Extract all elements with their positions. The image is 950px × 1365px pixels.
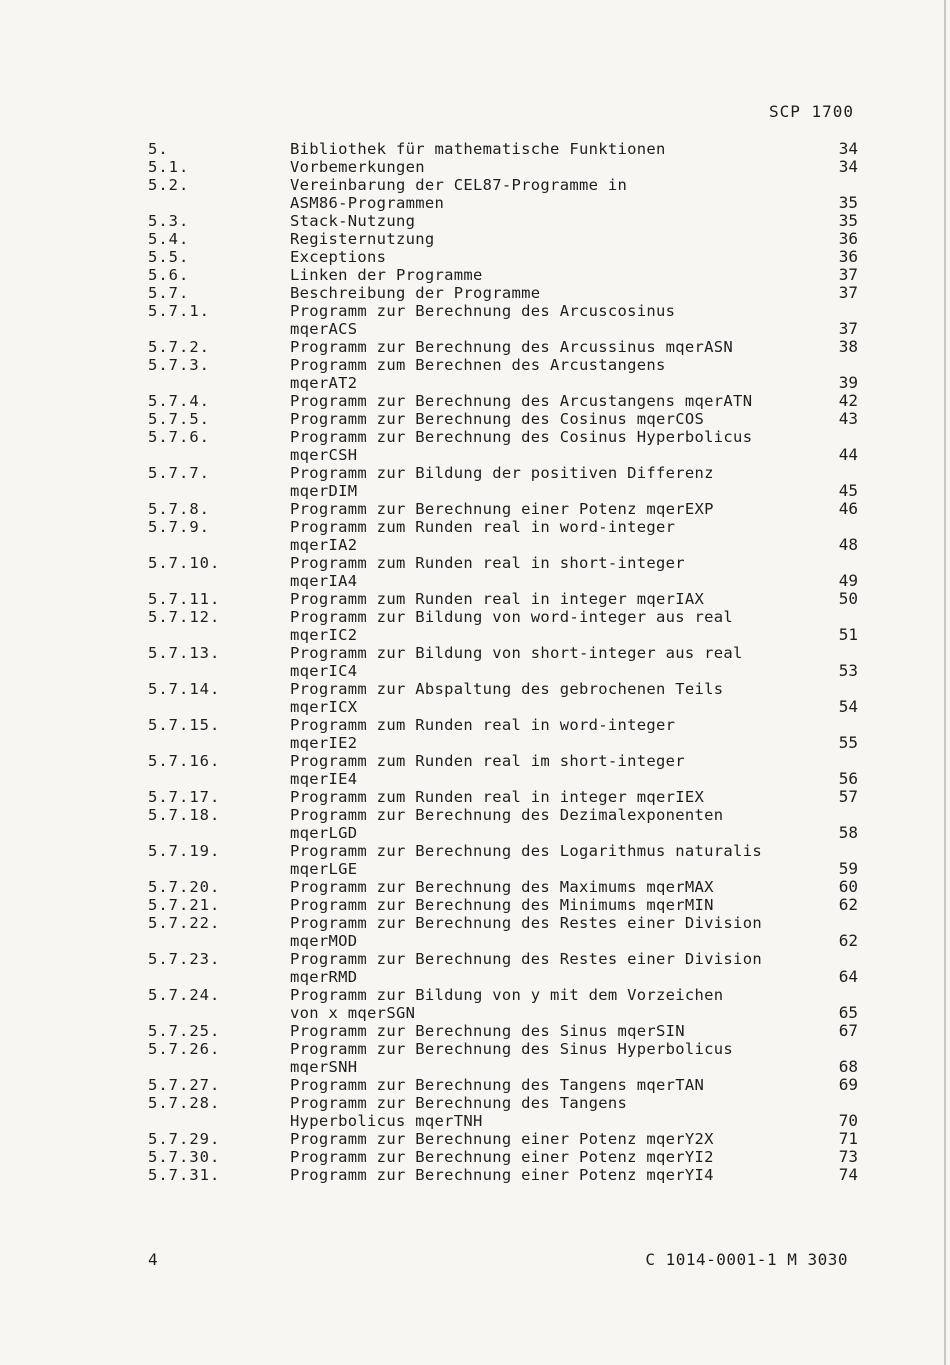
section-number: 5.7.7. xyxy=(148,464,210,482)
section-title: Vereinbarung der CEL87-Programme in xyxy=(290,176,628,194)
page-ref: 59 xyxy=(838,859,858,878)
section-title: Programm zur Abspaltung des gebrochenen Teils xyxy=(290,680,724,698)
toc-entry xyxy=(148,356,858,392)
page-ref: 57 xyxy=(838,787,858,806)
section-title: Programm zum Runden real in integer mqerIEX xyxy=(290,788,705,806)
toc-entry xyxy=(148,1130,858,1148)
section-title: mqerRMD xyxy=(290,968,358,986)
toc-entry-row xyxy=(148,950,858,968)
toc-entry xyxy=(148,302,858,338)
toc-entry-row xyxy=(148,1004,858,1022)
page-ref: 39 xyxy=(838,373,858,392)
page-ref: 37 xyxy=(838,319,858,338)
page-ref: 69 xyxy=(838,1075,858,1094)
page-ref: 43 xyxy=(838,409,858,428)
toc-entry-row xyxy=(148,176,858,194)
toc-entry-row xyxy=(148,410,858,428)
section-title: Bibliothek für mathematische Funktionen xyxy=(290,140,666,158)
section-title: Programm zur Berechnung des Tangens xyxy=(290,1094,628,1112)
section-title: Programm zur Bildung der positiven Differenz xyxy=(290,464,714,482)
section-number: 5.7.30. xyxy=(148,1148,221,1166)
section-title: Programm zum Runden real in word-integer xyxy=(290,518,676,536)
toc-entry-row xyxy=(148,770,858,788)
section-title: mqerIC2 xyxy=(290,626,358,644)
page-ref: 35 xyxy=(838,211,858,230)
section-title: Programm zur Berechnung des Arcussinus mqerASN xyxy=(290,338,734,356)
toc-entry xyxy=(148,410,858,428)
toc-entry-row xyxy=(148,338,858,356)
toc-entry xyxy=(148,878,858,896)
toc-entry xyxy=(148,1022,858,1040)
section-title: Programm zur Berechnung des Restes einer Division xyxy=(290,950,762,968)
page-ref: 37 xyxy=(838,265,858,284)
toc-entry xyxy=(148,680,858,716)
toc-entry-row xyxy=(148,878,858,896)
section-number: 5.7.16. xyxy=(148,752,221,770)
page-ref: 64 xyxy=(838,967,858,986)
section-number: 5.7.14. xyxy=(148,680,221,698)
toc-entry-row xyxy=(148,698,858,716)
section-number: 5.7.20. xyxy=(148,878,221,896)
section-title: Programm zur Berechnung des Restes einer Division xyxy=(290,914,762,932)
toc-entry-row xyxy=(148,590,858,608)
toc-entry-row xyxy=(148,824,858,842)
toc-entry xyxy=(148,1076,858,1094)
section-title: Vorbemerkungen xyxy=(290,158,425,176)
toc-entry xyxy=(148,896,858,914)
section-title: Stack-Nutzung xyxy=(290,212,416,230)
section-number: 5.7.4. xyxy=(148,392,210,410)
toc-entry-row xyxy=(148,734,858,752)
toc-entry-row xyxy=(148,212,858,230)
section-number: 5.7. xyxy=(148,284,190,302)
page-ref: 55 xyxy=(838,733,858,752)
toc-entry-row xyxy=(148,1094,858,1112)
section-number: 5.7.9. xyxy=(148,518,210,536)
section-number: 5.7.27. xyxy=(148,1076,221,1094)
toc-entry-row xyxy=(148,860,858,878)
toc-entry xyxy=(148,716,858,752)
section-title: Programm zur Berechnung des Minimums mqerMIN xyxy=(290,896,714,914)
section-number: 5.7.2. xyxy=(148,338,210,356)
section-title: Programm zur Berechnung des Cosinus mqerCOS xyxy=(290,410,705,428)
section-number: 5.7.10. xyxy=(148,554,221,572)
section-title: Programm zur Bildung von y mit dem Vorzeichen xyxy=(290,986,724,1004)
section-number: 5.7.12. xyxy=(148,608,221,626)
page-ref: 62 xyxy=(838,895,858,914)
section-title: mqerIA4 xyxy=(290,572,358,590)
page-ref: 58 xyxy=(838,823,858,842)
page-ref: 70 xyxy=(838,1111,858,1130)
section-number: 5.7.22. xyxy=(148,914,221,932)
toc-entry-row xyxy=(148,1148,858,1166)
page-ref: 45 xyxy=(838,481,858,500)
page-ref: 62 xyxy=(838,931,858,950)
section-title: Programm zum Runden real im short-integer xyxy=(290,752,685,770)
page-ref: 37 xyxy=(838,283,858,302)
toc-entry xyxy=(148,806,858,842)
toc-entry-row xyxy=(148,194,858,212)
section-title: Programm zum Runden real in word-integer xyxy=(290,716,676,734)
toc-entry xyxy=(148,176,858,212)
page-ref: 51 xyxy=(838,625,858,644)
section-title: Programm zum Runden real in short-integer xyxy=(290,554,685,572)
toc-entry xyxy=(148,428,858,464)
toc-entry xyxy=(148,1040,858,1076)
section-title: Programm zur Bildung von word-integer aus real xyxy=(290,608,734,626)
document-code: C 1014-0001-1 M 3030 xyxy=(645,1250,848,1269)
section-number: 5.7.15. xyxy=(148,716,221,734)
section-title: ASM86-Programmen xyxy=(290,194,445,212)
section-title: mqerSNH xyxy=(290,1058,358,1076)
page-ref: 67 xyxy=(838,1021,858,1040)
section-number: 5.5. xyxy=(148,248,190,266)
toc-entry-row xyxy=(148,680,858,698)
toc-entry-row xyxy=(148,572,858,590)
section-number: 5.7.5. xyxy=(148,410,210,428)
section-title: Programm zum Runden real in integer mqerIAX xyxy=(290,590,705,608)
toc-entry xyxy=(148,752,858,788)
page-ref: 46 xyxy=(838,499,858,518)
toc-entry-row xyxy=(148,968,858,986)
section-title: Hyperbolicus mqerTNH xyxy=(290,1112,483,1130)
section-title: mqerIC4 xyxy=(290,662,358,680)
toc-entry xyxy=(148,1166,858,1184)
toc-entry-row xyxy=(148,986,858,1004)
page-number: 4 xyxy=(148,1250,158,1269)
toc-entry-row xyxy=(148,428,858,446)
toc-entry xyxy=(148,914,858,950)
section-title: Programm zur Berechnung einer Potenz mqerEXP xyxy=(290,500,714,518)
section-title: mqerIA2 xyxy=(290,536,358,554)
page-ref: 53 xyxy=(838,661,858,680)
toc-entry xyxy=(148,230,858,248)
section-title: Programm zur Bildung von short-integer aus real xyxy=(290,644,743,662)
toc-entry-row xyxy=(148,320,858,338)
section-number: 5.7.3. xyxy=(148,356,210,374)
section-number: 5.7.28. xyxy=(148,1094,221,1112)
toc-entry-row xyxy=(148,806,858,824)
section-number: 5.7.24. xyxy=(148,986,221,1004)
toc-entry-row xyxy=(148,554,858,572)
toc-entry xyxy=(148,1148,858,1166)
page-ref: 48 xyxy=(838,535,858,554)
section-title: Programm zur Berechnung des Sinus Hyperbolicus xyxy=(290,1040,734,1058)
table-of-contents xyxy=(148,140,858,1184)
section-title: mqerCSH xyxy=(290,446,358,464)
section-number: 5.1. xyxy=(148,158,190,176)
section-number: 5.7.6. xyxy=(148,428,210,446)
toc-entry xyxy=(148,464,858,500)
toc-entry-row xyxy=(148,140,858,158)
page-ref: 56 xyxy=(838,769,858,788)
section-title: Programm zur Berechnung des Dezimalexponenten xyxy=(290,806,724,824)
section-number: 5.7.17. xyxy=(148,788,221,806)
section-title: Registernutzung xyxy=(290,230,435,248)
page-ref: 36 xyxy=(838,229,858,248)
section-title: mqerLGD xyxy=(290,824,358,842)
page-ref: 73 xyxy=(838,1147,858,1166)
toc-entry-row xyxy=(148,464,858,482)
section-number: 5.7.31. xyxy=(148,1166,221,1184)
section-title: mqerICX xyxy=(290,698,358,716)
section-number: 5.7.25. xyxy=(148,1022,221,1040)
toc-entry-row xyxy=(148,284,858,302)
toc-entry-row xyxy=(148,446,858,464)
toc-entry xyxy=(148,554,858,590)
toc-entry-row xyxy=(148,374,858,392)
toc-entry xyxy=(148,1094,858,1130)
toc-entry-row xyxy=(148,626,858,644)
toc-entry-row xyxy=(148,536,858,554)
page-ref: 71 xyxy=(838,1129,858,1148)
section-title: mqerMOD xyxy=(290,932,358,950)
toc-entry-row xyxy=(148,356,858,374)
section-number: 5.7.23. xyxy=(148,950,221,968)
section-title: Programm zur Berechnung einer Potenz mqerYI2 xyxy=(290,1148,714,1166)
page-ref: 38 xyxy=(838,337,858,356)
section-title: Beschreibung der Programme xyxy=(290,284,541,302)
toc-entry-row xyxy=(148,302,858,320)
toc-entry xyxy=(148,500,858,518)
page-ref: 54 xyxy=(838,697,858,716)
section-number: 5.7.29. xyxy=(148,1130,221,1148)
section-title: Programm zur Berechnung des Logarithmus naturalis xyxy=(290,842,762,860)
section-number: 5.7.26. xyxy=(148,1040,221,1058)
toc-entry-row xyxy=(148,500,858,518)
section-title: mqerIE2 xyxy=(290,734,358,752)
page-ref: 42 xyxy=(838,391,858,410)
section-number: 5.7.8. xyxy=(148,500,210,518)
document-label: SCP 1700 xyxy=(768,102,854,121)
section-number: 5.7.19. xyxy=(148,842,221,860)
toc-entry-row xyxy=(148,1076,858,1094)
section-title: Programm zum Berechnen des Arcustangens xyxy=(290,356,666,374)
section-title: von x mqerSGN xyxy=(290,1004,416,1022)
toc-entry xyxy=(148,212,858,230)
section-number: 5.4. xyxy=(148,230,190,248)
page-ref: 49 xyxy=(838,571,858,590)
toc-entry-row xyxy=(148,788,858,806)
toc-entry-row xyxy=(148,716,858,734)
section-number: 5.7.21. xyxy=(148,896,221,914)
page-ref: 35 xyxy=(838,193,858,212)
section-title: Programm zur Berechnung des Sinus mqerSIN xyxy=(290,1022,685,1040)
section-title: Programm zur Berechnung des Cosinus Hyperbolicus xyxy=(290,428,753,446)
toc-entry xyxy=(148,590,858,608)
toc-entry xyxy=(148,788,858,806)
toc-entry xyxy=(148,842,858,878)
section-title: mqerDIM xyxy=(290,482,358,500)
toc-entry xyxy=(148,986,858,1022)
section-title: mqerAT2 xyxy=(290,374,358,392)
section-title: Programm zur Berechnung des Arcustangens mqerATN xyxy=(290,392,753,410)
section-title: Programm zur Berechnung einer Potenz mqerYI4 xyxy=(290,1166,714,1184)
section-number: 5.7.1. xyxy=(148,302,210,320)
page-ref: 50 xyxy=(838,589,858,608)
page-ref: 34 xyxy=(838,157,858,176)
toc-entry-row xyxy=(148,1166,858,1184)
section-title: Linken der Programme xyxy=(290,266,483,284)
section-title: Programm zur Berechnung des Arcuscosinus xyxy=(290,302,676,320)
toc-entry xyxy=(148,392,858,410)
toc-entry-row xyxy=(148,896,858,914)
toc-entry xyxy=(148,140,858,158)
toc-entry-row xyxy=(148,1112,858,1130)
section-title: Programm zur Berechnung des Maximums mqerMAX xyxy=(290,878,714,896)
page-ref: 68 xyxy=(838,1057,858,1076)
section-number: 5.7.18. xyxy=(148,806,221,824)
section-title: mqerIE4 xyxy=(290,770,358,788)
toc-entry xyxy=(148,644,858,680)
toc-entry xyxy=(148,284,858,302)
toc-entry-row xyxy=(148,1058,858,1076)
toc-entry-row xyxy=(148,752,858,770)
toc-entry xyxy=(148,338,858,356)
section-number: 5.7.13. xyxy=(148,644,221,662)
page-ref: 44 xyxy=(838,445,858,464)
toc-entry-row xyxy=(148,842,858,860)
section-number: 5.7.11. xyxy=(148,590,221,608)
page-ref: 74 xyxy=(838,1165,858,1184)
toc-entry-row xyxy=(148,914,858,932)
toc-entry xyxy=(148,608,858,644)
section-title: mqerLGE xyxy=(290,860,358,878)
toc-entry xyxy=(148,950,858,986)
toc-entry-row xyxy=(148,158,858,176)
section-number: 5.3. xyxy=(148,212,190,230)
page-ref: 65 xyxy=(838,1003,858,1022)
page-ref: 60 xyxy=(838,877,858,896)
toc-entry-row xyxy=(148,1040,858,1058)
toc-entry-row xyxy=(148,644,858,662)
section-title: mqerACS xyxy=(290,320,358,338)
page-ref: 34 xyxy=(838,139,858,158)
toc-entry xyxy=(148,266,858,284)
toc-entry-row xyxy=(148,662,858,680)
toc-entry-row xyxy=(148,248,858,266)
page-edge-line xyxy=(944,0,946,1365)
toc-entry xyxy=(148,518,858,554)
toc-entry-row xyxy=(148,932,858,950)
toc-entry-row xyxy=(148,1022,858,1040)
section-title: Programm zur Berechnung des Tangens mqerTAN xyxy=(290,1076,705,1094)
toc-entry-row xyxy=(148,230,858,248)
toc-entry xyxy=(148,158,858,176)
section-title: Programm zur Berechnung einer Potenz mqerY2X xyxy=(290,1130,714,1148)
section-title: Exceptions xyxy=(290,248,387,266)
toc-entry-row xyxy=(148,392,858,410)
section-number: 5. xyxy=(148,140,169,158)
toc-entry xyxy=(148,248,858,266)
toc-entry-row xyxy=(148,1130,858,1148)
toc-entry-row xyxy=(148,518,858,536)
section-number: 5.6. xyxy=(148,266,190,284)
toc-entry-row xyxy=(148,482,858,500)
page-ref: 36 xyxy=(838,247,858,266)
toc-entry-row xyxy=(148,266,858,284)
toc-entry-row xyxy=(148,608,858,626)
section-number: 5.2. xyxy=(148,176,190,194)
